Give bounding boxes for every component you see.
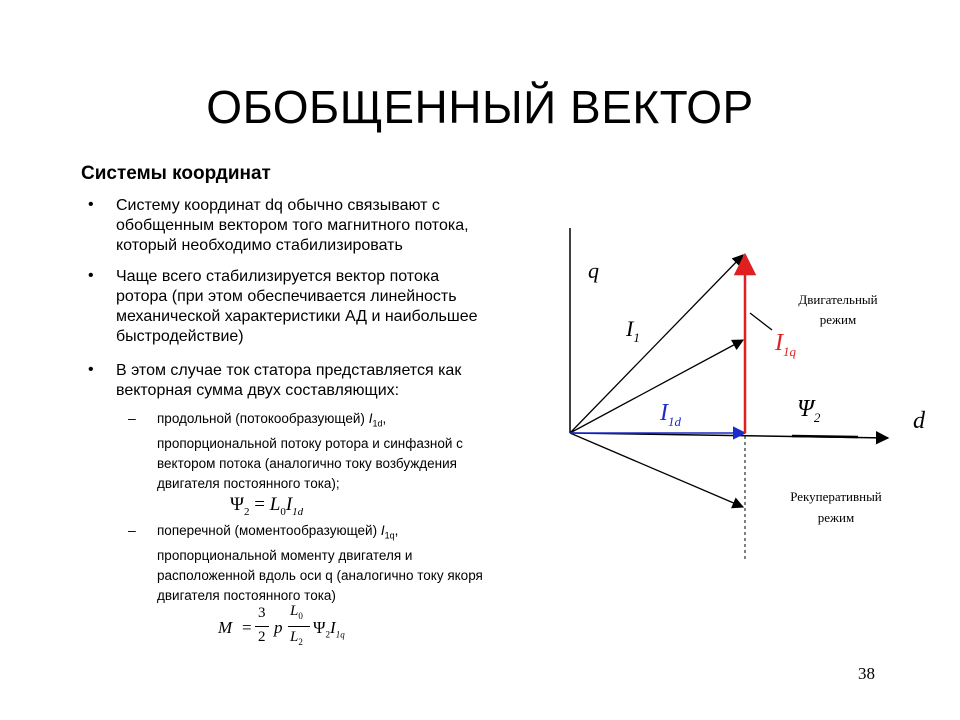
slide-subtitle: Системы координат (81, 163, 271, 184)
label-i1d-text: I (660, 400, 668, 426)
label-i1 (625, 316, 640, 345)
motor-mode-line2: режим (819, 312, 857, 327)
formula-flux-i-sub: 1d (292, 505, 304, 518)
regen-mode-line1: Рекуперативный (790, 489, 882, 504)
sub-item-2-line: расположенной вдоль оси q (аналогично току якоря (157, 567, 483, 583)
sub-item-1-symbol: I (368, 411, 373, 426)
vector-i1-reduced (570, 340, 743, 433)
formula-torque-eq: = (242, 618, 252, 637)
bullet-2-line: Чаще всего стабилизируется вектор потока (116, 268, 440, 285)
label-psi2-text: Ψ (797, 396, 814, 422)
psi2-vector (792, 436, 858, 437)
bullet-marker: • (88, 196, 94, 213)
vector-regen (570, 433, 743, 507)
regen-mode-line2: режим (817, 510, 855, 525)
formula-torque-den: 2 (258, 629, 266, 645)
bullet-2-line: быстродействие) (116, 328, 244, 345)
i1q-leader (750, 313, 772, 330)
formula-torque-fnum-l: L (290, 603, 299, 619)
slide-title: ОБОБЩЕННЫЙ ВЕКТОР (206, 81, 754, 133)
sub-marker: – (128, 522, 136, 538)
bullet-marker: • (88, 267, 94, 284)
label-psi2 (797, 396, 821, 425)
sub-item-1-prefix: продольной (потокообразующей) (157, 411, 369, 426)
formula-torque-psi: Ψ (313, 618, 326, 637)
sub-item-2-prefix: поперечной (моментообразующей) (157, 523, 381, 538)
sub-item-1-suffix: , (382, 411, 387, 426)
sub-item-1-line: вектором потока (аналогично току возбуждения (157, 455, 457, 471)
formula-flux-psi: Ψ (230, 494, 245, 515)
formula-torque-fden-l: L (290, 629, 299, 645)
axis-q-label: q (588, 258, 599, 283)
bullet-3-line: векторная сумма двух составляющих: (116, 382, 400, 399)
bullet-3-line: В этом случае ток статора представляется как (116, 362, 462, 379)
sub-item-2-suffix: , (394, 523, 399, 538)
label-psi2-sub: 2 (813, 410, 821, 425)
formula-torque-fden-sub: 2 (298, 637, 303, 647)
formula-flux-eq: = (249, 494, 270, 515)
bullet-2-line: механической характеристики АД и наибольшее (116, 308, 478, 325)
sub-item-1-subscript: 1d (372, 418, 383, 429)
formula-torque-m-symbol: M (218, 618, 233, 637)
label-i1q (774, 330, 797, 359)
formula-torque-num: 3 (258, 605, 266, 621)
formula-flux-l: L (269, 494, 281, 515)
label-i1d (659, 400, 682, 429)
sub-marker: – (128, 410, 136, 426)
sub-item-2-line: пропорциональной моменту двигателя и (157, 547, 413, 563)
motor-mode-line1: Двигательный (798, 292, 878, 307)
formula-torque-i-sub: 1q (335, 629, 345, 640)
axis-d-label: d (913, 408, 925, 434)
formula-flux-l-sub: 0 (280, 505, 286, 518)
sub-item-2-symbol: I (380, 523, 385, 538)
label-i1-sub: 1 (633, 330, 640, 345)
bullet-1-line: обобщенным вектором того магнитного потока, (116, 217, 469, 234)
label-i1d-sub: 1d (668, 414, 681, 429)
label-i1q-text: I (775, 330, 783, 356)
label-i1q-sub: 1q (783, 344, 796, 359)
formula-torque-fnum-sub: 0 (298, 611, 303, 621)
sub-item-2-subscript: 1q (384, 530, 395, 541)
formula-flux-i: I (285, 494, 293, 515)
bullet-1-line: Систему координат dq обычно связывают с (116, 197, 440, 214)
bullet-marker: • (88, 361, 94, 378)
formula-flux-psi-sub: 2 (244, 505, 250, 518)
formula-torque-psi-sub: 2 (325, 629, 331, 640)
sub-item-1-line: двигателя постоянного тока); (157, 475, 340, 491)
label-i1-text: I (626, 316, 634, 341)
bullet-2-line: ротора (при этом обеспечивается линейность (116, 288, 457, 305)
sub-item-2-line: двигателя постоянного тока) (157, 587, 336, 603)
bullet-1-line: который необходимо стабилизировать (116, 237, 403, 254)
page-number: 38 (858, 664, 875, 683)
formula-torque-p: p (274, 618, 283, 637)
sub-item-1-line: пропорциональной потоку ротора и синфазной с (157, 435, 463, 451)
formula-torque-i: I (330, 618, 336, 637)
